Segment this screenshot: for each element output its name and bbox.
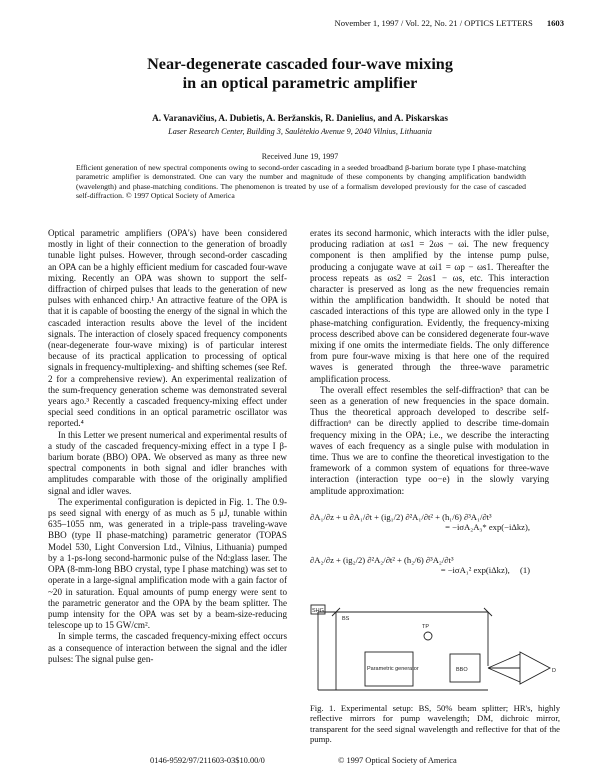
paragraph: In simple terms, the cascaded frequency-mixing effect occurs as a consequence of interaction between the signal and the idler pulses: The signal pulse gen-	[48, 631, 287, 664]
label-generator: Parametric generator	[367, 666, 419, 672]
experimental-setup-figure	[310, 604, 560, 697]
equation-2	[310, 555, 560, 575]
footer-code: 0146-9592/97/211603-03$10.00/0	[150, 756, 265, 765]
running-head	[335, 18, 564, 28]
label-bbo: BBO	[456, 667, 468, 673]
label-shg: SHG	[312, 608, 324, 614]
equation-1	[310, 512, 560, 532]
title-line-1: Near-degenerate cascaded four-wave mixing	[147, 55, 453, 73]
label-d: D	[552, 668, 556, 674]
equation-2-rhs: = −iσA₁² exp(iΔkz),	[440, 565, 510, 575]
title-line-2: in an optical parametric amplifier	[182, 74, 418, 92]
output-beam-1	[488, 654, 520, 668]
paragraph: erates its second harmonic, which interacts with the idler pulse, producing radiation at ωs1 = 2ωs − ωi. The new frequency component is then amplified by the intense pump pulse, producing a conjugate wave at ωi1 = ωp − ωs1. Thereafter the process repeats as ωs2 = 2ωs1 − ωs, etc. This interaction character is preserved as long as the new frequencies remain within the amplification bandwidth. It should be noted that cascaded interactions of this type are allowed only in the type I phase-matching configuration. Evidently, the frequency-mixing process described above can be considered degenerate four-wave mixing if one omits the intermediate fields. The only difference from pure four-wave mixing is that here one of the required waves is generated through the three-wave parametric amplification process.	[310, 228, 549, 384]
page-number: 1603	[546, 18, 564, 28]
journal-info: November 1, 1997 / Vol. 22, No. 21 / OPTICS LETTERS	[334, 18, 533, 28]
output-beam-3	[488, 668, 520, 682]
label-bs: BS	[342, 616, 350, 622]
equation-2-lhs: ∂A₂/∂z + (ig₂/2) ∂²A₂/∂t² + (h₂/6) ∂³A₂/∂t³	[310, 555, 454, 565]
received-date: Received June 19, 1997	[261, 152, 339, 161]
authors: A. Varanavičius, A. Dubietis, A. Beržanskis, R. Danielius, and A. Piskarskas	[152, 113, 448, 123]
paragraph: The experimental configuration is depicted in Fig. 1. The 0.9-ps seed signal with energy of as much as 5 μJ, tunable within 635–1055 nm, was generated in a triple-pass traveling-wave BBO (type II phase-matching) parametric generator (TOPAS Model 530, Light Conversion Ltd., Vilnius, Lithuania) pumped by a 1-ps-long second-harmonic pulse of the Nd:glass laser. The OPA (8-mm-long BBO crystal, type I phase matching) was set to operate in a large-signal amplification mode with a gain factor of ~20 in saturation. Equal amounts of pump energy were sent to the parametric generator and the OPA by the beam splitter. The pump intensity for the OPA was set by a beam-size-reducing telescope up to 15 GW/cm².	[48, 496, 287, 631]
paragraph: In this Letter we present numerical and experimental results of a study of the cascaded frequency-mixing effect in a type I β-barium borate (BBO) OPA. We observed as many as three new spectral components in both signal and idler branches with amplitudes comparable with those of the originally amplified signal and idler waves.	[48, 429, 287, 496]
footer-copyright: © 1997 Optical Society of America	[338, 756, 457, 765]
abstract: Efficient generation of new spectral components owing to second-order cascading in a seeded broadband β-barium borate type I phase-matching parametric amplifier is demonstrated. One can vary the number and magnitude of these components by changing amplification bandwidth (wavelength) and phase-matching conditions. The phenomenon is treated by use of a formalism developed previously for the case of cascaded self-diffraction. © 1997 Optical Society of America	[76, 163, 526, 201]
equation-1-rhs: = −iσA₂A₃* exp(−iΔkz),	[445, 522, 530, 532]
prism	[520, 652, 550, 684]
affiliation: Laser Research Center, Building 3, Saulėtekio Avenue 9, 2040 Vilnius, Lithuania	[168, 127, 432, 136]
telescope-lens	[424, 632, 432, 640]
equation-1-lhs: ∂A₁/∂z + u ∂A₁/∂t + (ig₁/2) ∂²A₁/∂t² + (h₁/6) ∂³A₁/∂t³	[310, 512, 492, 522]
equation-number: (1)	[519, 565, 530, 575]
label-tp: TP	[422, 624, 430, 630]
figure-caption: Fig. 1. Experimental setup: BS, 50% beam splitter; HR's, highly reflective mirrors for pump wavelength; DM, dichroic mirror, transparent for the seed signal wavelength and reflective for that of the pump.	[310, 703, 560, 745]
right-column	[310, 228, 549, 497]
paragraph: Optical parametric amplifiers (OPA's) have been considered mostly in light of their connection to the generation of broadly tunable light pulses. However, through second-order cascading an OPA can be a highly efficient medium for cascaded four-wave mixing. Recently an OPA was shown to support the self-diffraction of chirped pulses that leads to the generation of new pulses with enhanced chirp.¹ An attractive feature of the OPA is that it is capable of boosting the energy of the signal in which the cascaded interaction results above the level of the incident signals. The interaction of closely spaced frequency components (near-degenerate four-wave mixing) is of particular interest because of its practical application to processing of optical signals in frequency-multiplexing- and shifting schemes (see Ref. 2 for a comprehensive review). An experimental realization of the sum-frequency generation scheme was demonstrated several years ago.³ Recently a cascaded frequency-mixing effect under special seed conditions in an optical parametric oscillator was reported.⁴	[48, 228, 287, 429]
paragraph: The overall effect resembles the self-diffraction⁵ that can be seen as a generation of new frequencies in the space domain. Thus the theoretical approach developed to describe self-diffraction⁶ can be directly applied to describe time-domain frequency mixing in the OPA; i.e., we describe the interacting waves of each frequency as a single pulse with modulation in time. Thus we are to confine the theoretical investigation to the framework of a common system of equations for three-wave interaction (interaction type oo−e) in the slowly varying amplitude approximation:	[310, 384, 549, 496]
paper-title	[0, 55, 600, 93]
left-column	[48, 228, 287, 665]
